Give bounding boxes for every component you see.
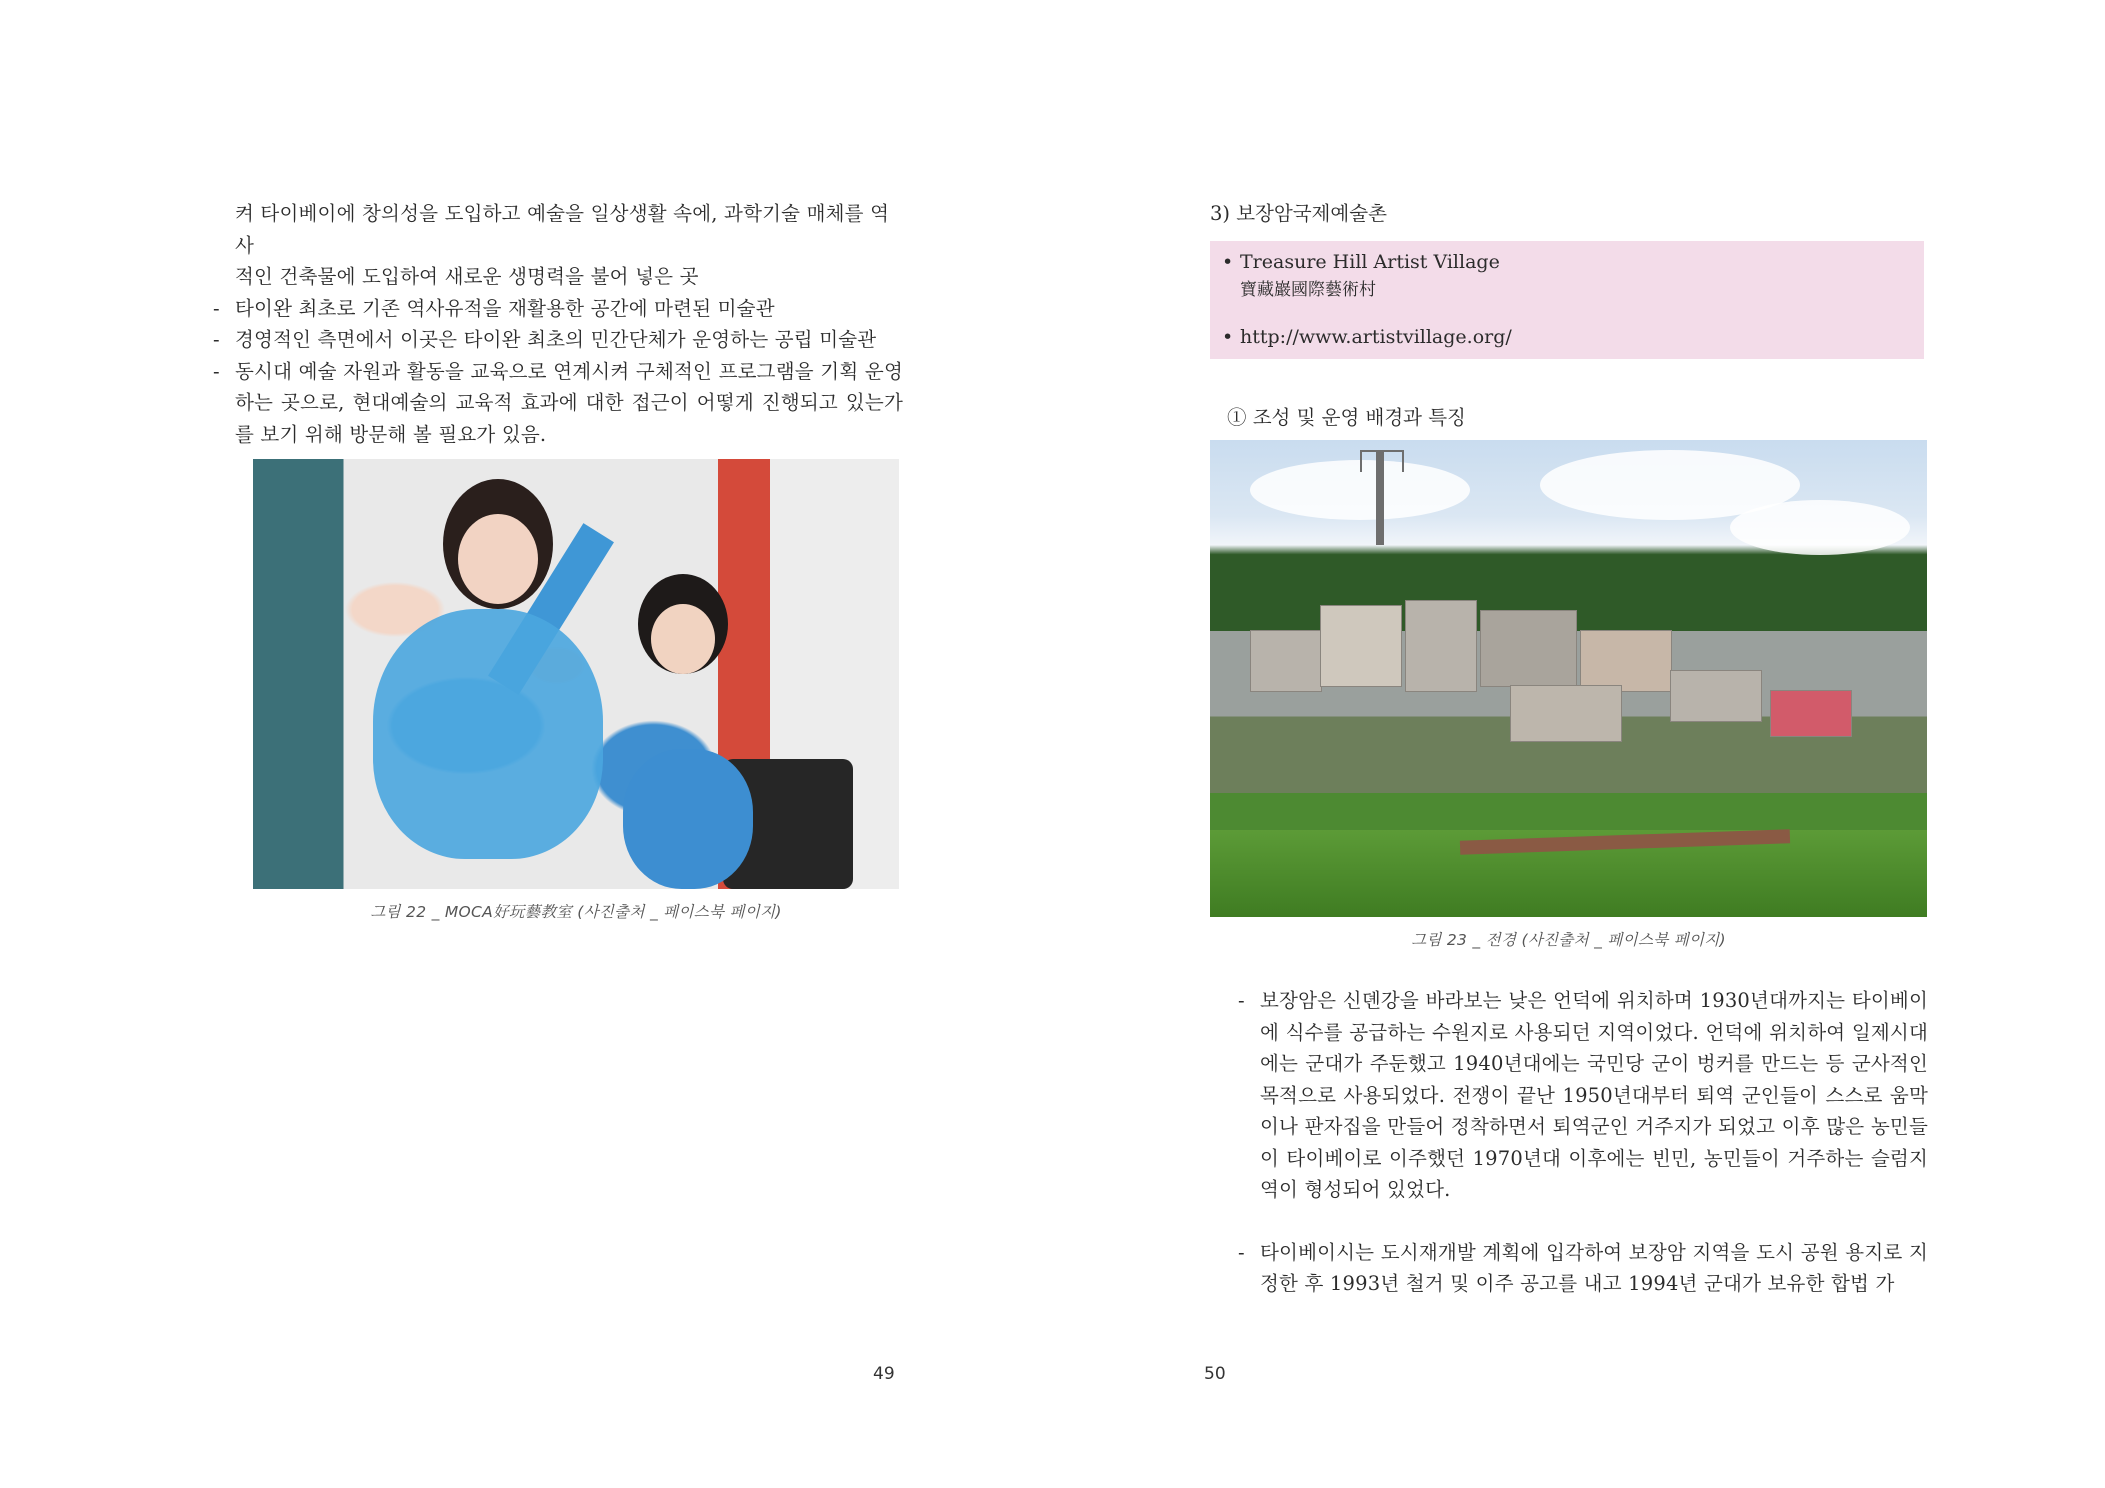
continuation-line-2: 적인 건축물에 도입하여 새로운 생명력을 불어 넣은 곳	[235, 265, 699, 288]
figure-caption-22: 그림 22 _ MOCA好玩藝教室 (사진출처 _ 페이스북 페이지)	[370, 903, 782, 921]
list-item-text: 타이완 최초로 기존 역사유적을 재활용한 공간에 마련된 미술관	[235, 296, 775, 320]
photo-moca-children-guitars	[253, 459, 899, 889]
continuation-line-1: 켜 타이베이에 창의성을 도입하고 예술을 일상생활 속에, 과학기술 매체를 역사	[235, 202, 890, 257]
photo-cardboard-guitar-small	[623, 749, 753, 889]
right-text-block	[1238, 985, 1928, 1300]
photo-house	[1770, 690, 1852, 737]
subsection-title: ① 조성 및 운영 배경과 특징	[1227, 406, 1466, 429]
info-name-item	[1222, 248, 1500, 276]
photo-house	[1405, 600, 1477, 692]
figure-caption-23: 그림 23 _ 전경 (사진출처 _ 페이스북 페이지)	[1411, 931, 1726, 949]
list-item	[213, 356, 903, 451]
village-name-english: Treasure Hill Artist Village	[1240, 251, 1500, 273]
paragraph-gap	[1238, 1206, 1928, 1237]
photo-girl-face	[458, 514, 538, 604]
photo-treasure-hill-panorama	[1210, 440, 1927, 917]
dash-marker: -	[1238, 989, 1245, 1012]
bullet-marker: •	[1222, 326, 1234, 348]
photo-house	[1250, 630, 1322, 692]
paragraph-item	[1238, 1237, 1928, 1300]
photo-house	[1320, 605, 1402, 687]
photo-house	[1510, 685, 1622, 742]
dash-marker: -	[213, 328, 220, 351]
section-title: 3) 보장암국제예술촌	[1210, 202, 1387, 225]
paragraph-text: 보장암은 신뎬강을 바라보는 낮은 언덕에 위치하며 1930년대까지는 타이베이에 식수를 공급하는 수원지로 사용되던 지역이었다. 언덕에 위치하여 일제시대에는 군대가 주둔했고 1940년대에는 국민당 군이 벙커를 만드는 등 군사적인 목적으로 사용되었다. 전쟁이 끝난 1950년대부터 퇴역 군인들이 스스로 움막이나 판자집을 만들어 정착하면서 퇴역군인 거주지가 되었고 이후 많은 농민들이 타이베이로 이주했던 1970년대 이후에는 빈민, 농민들이 거주하는 슬럼지역이 형성되어 있었다.	[1260, 989, 1928, 1201]
photo-house	[1480, 610, 1577, 687]
photo-cardboard-guitar-large	[373, 609, 603, 859]
photo-house	[1580, 630, 1672, 692]
paragraph-item	[1238, 985, 1928, 1206]
dash-marker: -	[1238, 1240, 1245, 1264]
photo-power-tower-top	[1360, 450, 1404, 472]
list-item	[213, 293, 903, 325]
village-url-link[interactable]: http://www.artistvillage.org/	[1240, 326, 1512, 348]
info-box	[1210, 241, 1924, 359]
right-page	[1052, 0, 2105, 1488]
page-number-left: 49	[873, 1364, 895, 1384]
paragraph-text: 타이베이시는 도시재개발 계획에 입각하여 보장암 지역을 도시 공원 용지로 지정한 후 1993년 철거 및 이주 공고를 내고 1994년 군대가 보유한 합법 가	[1260, 1240, 1928, 1295]
info-url-item	[1222, 323, 1512, 351]
photo-child-face	[651, 604, 715, 674]
list-item-text: 경영적인 측면에서 이곳은 타이완 최초의 민간단체가 운영하는 공립 미술관	[235, 328, 877, 351]
list-item-text: 동시대 예술 자원과 활동을 교육으로 연계시켜 구체적인 프로그램을 기획 운영하는 곳으로, 현대예술의 교육적 효과에 대한 접근이 어떻게 진행되고 있는가를 보기 위해 방문해 볼 필요가 있음.	[235, 359, 903, 446]
list-item	[213, 324, 903, 356]
photo-house	[1670, 670, 1762, 722]
left-page	[0, 0, 1052, 1488]
photo-cloud	[1730, 500, 1910, 555]
dash-marker: -	[213, 359, 220, 383]
bullet-marker: •	[1222, 251, 1234, 273]
left-text-block	[213, 198, 903, 450]
dash-marker: -	[213, 296, 220, 320]
page-number-right: 50	[1204, 1364, 1226, 1384]
village-name-chinese: 寶藏巖國際藝術村	[1240, 280, 1376, 300]
